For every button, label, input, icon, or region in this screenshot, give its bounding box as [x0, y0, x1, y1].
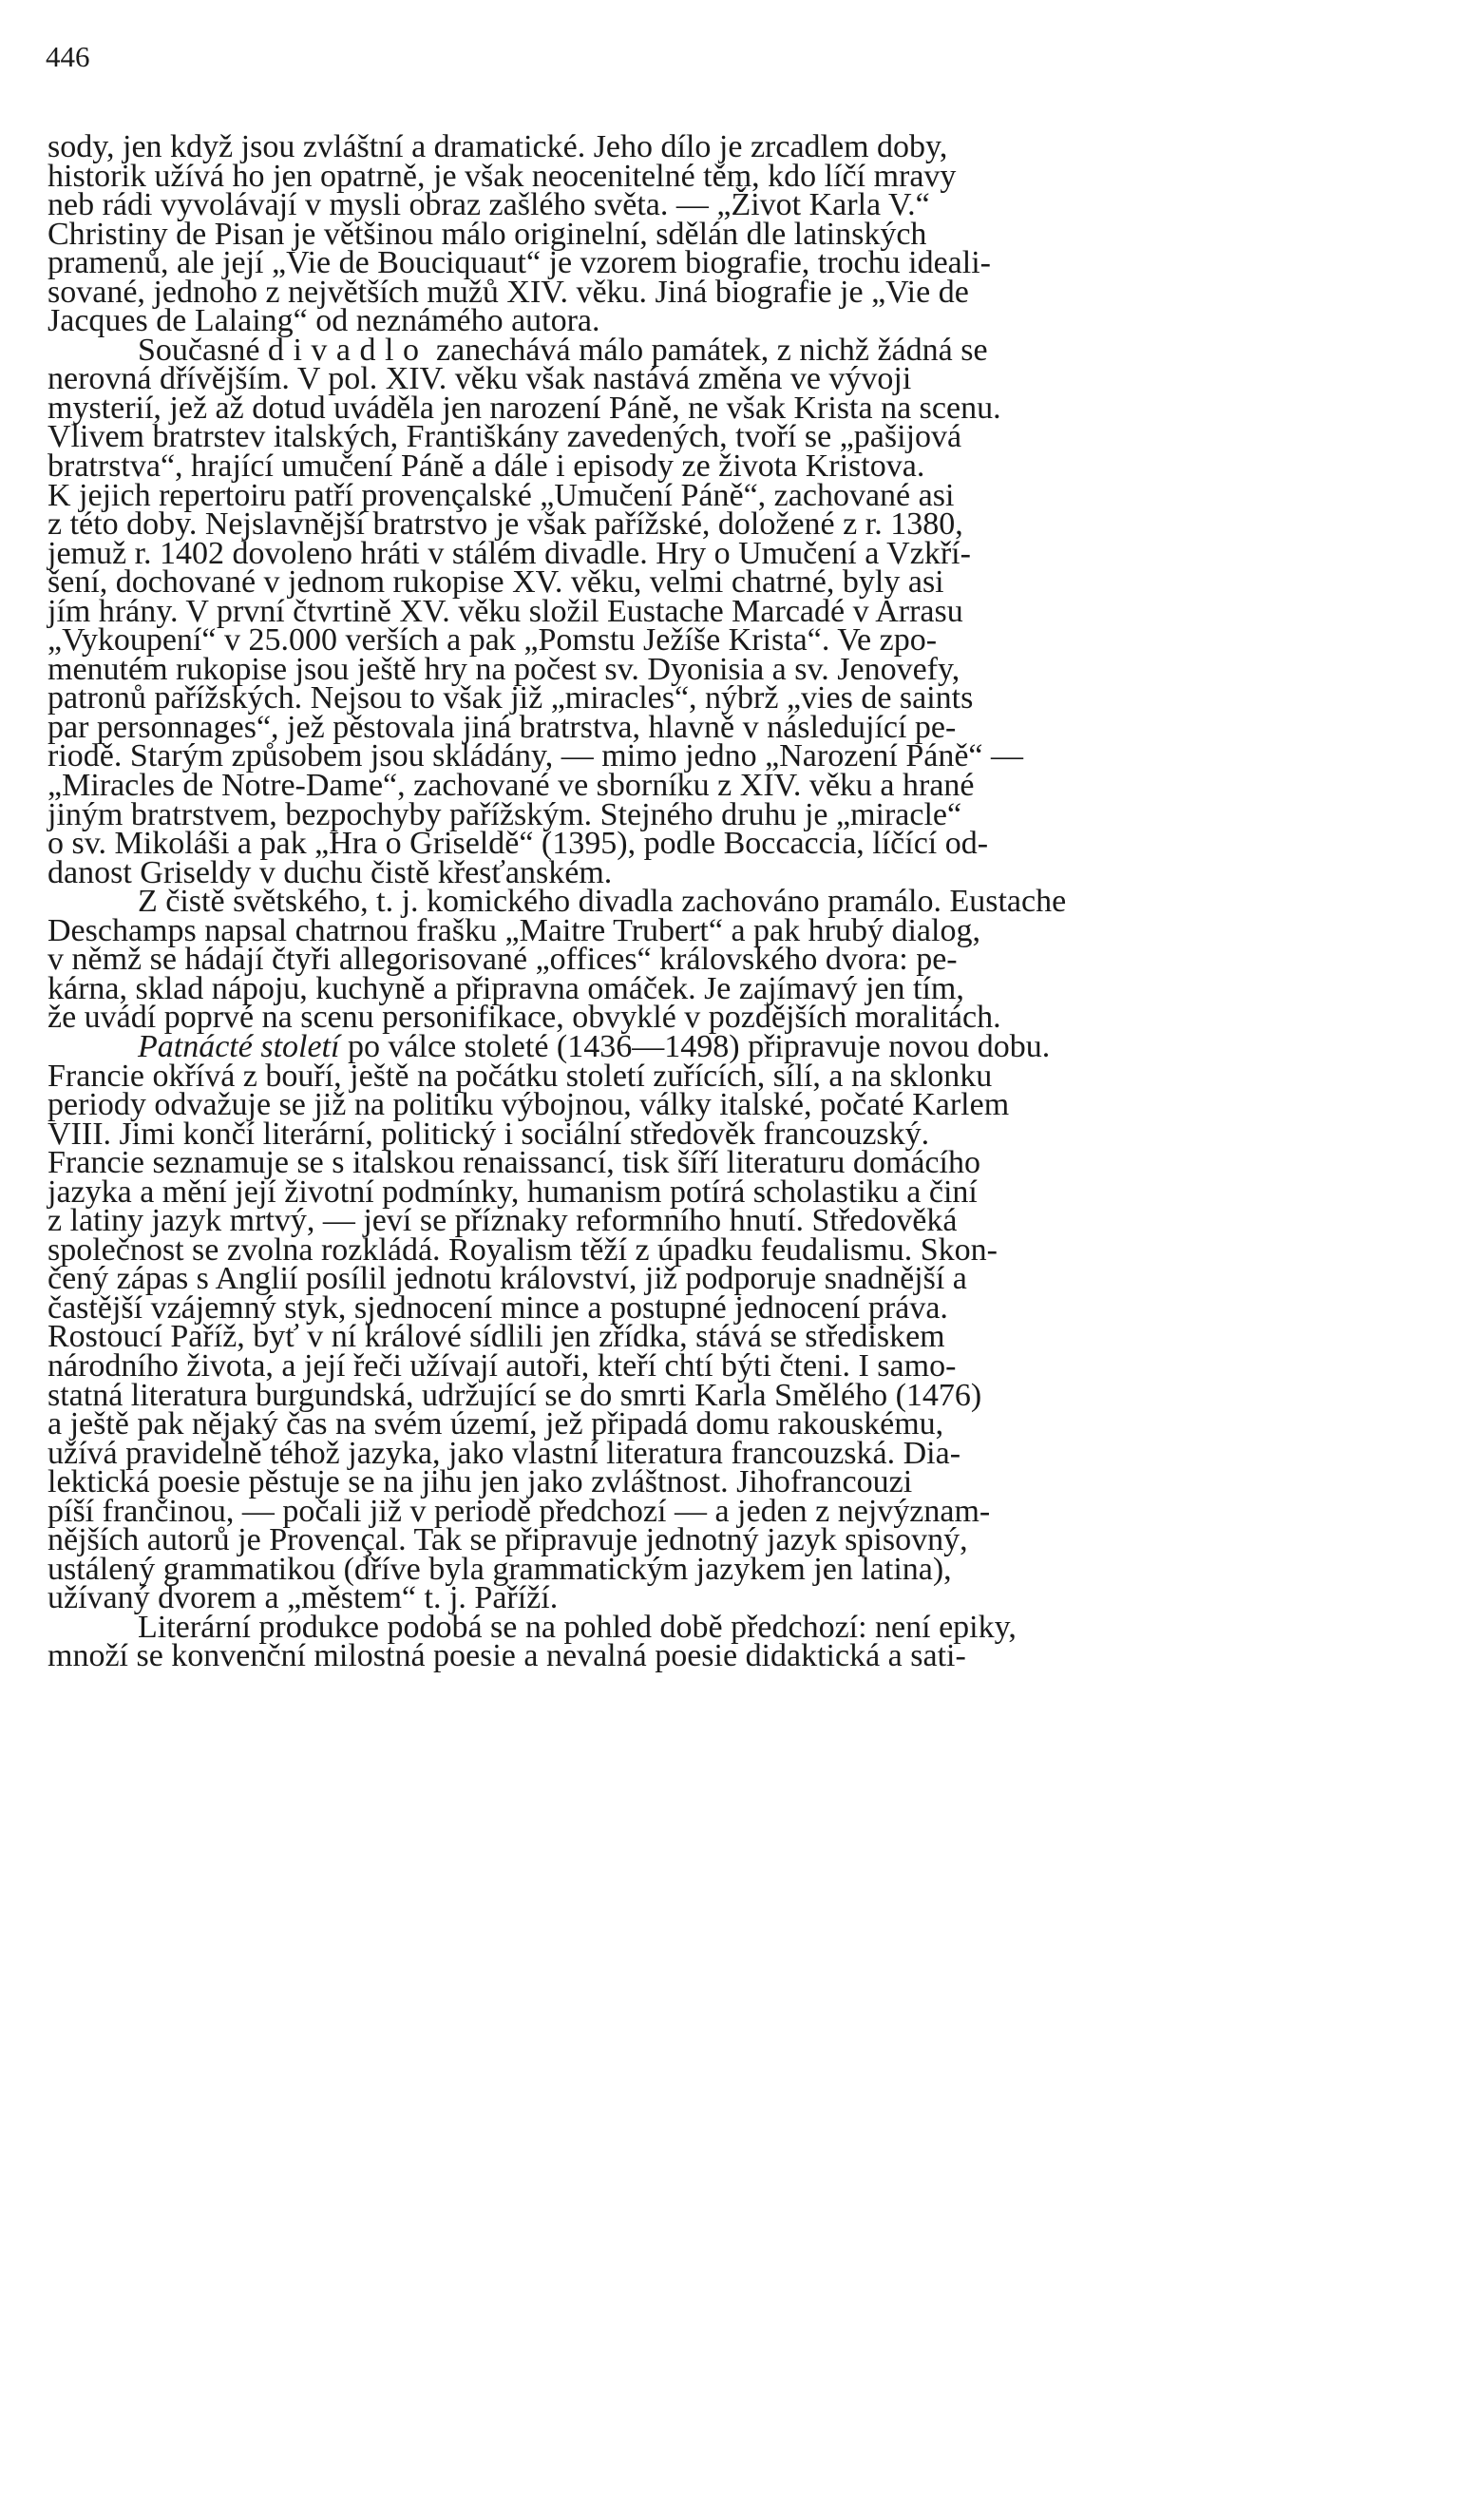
- line-text: statná literatura burgundská, udržující se do smrti Karla Smělého (1476): [48, 1377, 982, 1413]
- line-text: VIII. Jimi končí literární, politický i sociální středověk francouzský.: [48, 1116, 930, 1152]
- line-text: sované, jednoho z největších mužů XIV. věku. Jiná biografie je „Vie de: [48, 274, 969, 310]
- text-line: [48, 1638, 1417, 1674]
- line-text: jemuž r. 1402 dovoleno hráti v stálém divadle. Hry o Umučení a Vzkří-: [48, 535, 971, 571]
- line-text: Vlivem bratrstev italských, Františkány zavedených, tvoří se „pašijová: [48, 419, 962, 455]
- line-text: častější vzájemný styk, sjednocení mince a postupné jednocení práva.: [48, 1289, 948, 1326]
- line-text: periody odvažuje se již na politiku výbojnou, války italské, počaté Karlem: [48, 1087, 1010, 1123]
- line-text: K jejich repertoiru patří provençalské „Umučení Páně“, zachované asi: [48, 477, 955, 513]
- line-text: píší frančinou, — počali již v periodě předchozí — a jeden z nejvýznam-: [48, 1493, 991, 1529]
- line-text: čený zápas s Anglií posílil jednotu království, již podporuje snadnější a: [48, 1261, 967, 1297]
- spaced-term: divadlo: [267, 332, 428, 368]
- line-text: zanechává málo památek, z nichž žádná se: [428, 332, 988, 368]
- line-text: historik užívá ho jen opatrně, je však neocenitelné těm, kdo líčí mravy: [48, 158, 957, 194]
- line-text: užívá pravidelně téhož jazyka, jako vlastní literatura francouzská. Dia-: [48, 1435, 961, 1471]
- line-text: Jacques de Lalaing“ od neznámého autora.: [48, 303, 600, 339]
- line-text: národního života, a její řeči užívají autoři, kteří chtí býti čteni. I samo-: [48, 1347, 957, 1384]
- line-text: Současné: [138, 332, 268, 368]
- line-text: patronů pařížských. Nejsou to však již „miracles“, nýbrž „vies de saints: [48, 680, 974, 716]
- line-text: množí se konvenční milostná poesie a nevalná poesie didaktická a sati-: [48, 1638, 966, 1674]
- line-text: z této doby. Nejslavnější bratrstvo je však pařížské, doložené z r. 1380,: [48, 506, 963, 543]
- line-text: z latiny jazyk mrtvý, — jeví se příznaky reformního hnutí. Středověká: [48, 1203, 958, 1239]
- italic-term: Patnácté století: [138, 1028, 340, 1064]
- line-text: Christiny de Pisan je většinou málo originelní, sdělán dle latinských: [48, 216, 927, 252]
- line-text: sody, jen když jsou zvláštní a dramatické. Jeho dílo je zrcadlem doby,: [48, 129, 948, 164]
- line-text: „Vykoupení“ v 25.000 verších a pak „Pomstu Ježíše Krista“. Ve zpo-: [48, 622, 938, 659]
- line-text: v němž se hádají čtyři allegorisované „offices“ královského dvora: pe-: [48, 942, 958, 978]
- line-text: Rostoucí Paříž, byť v ní králové sídlili jen zřídka, stává se střediskem: [48, 1319, 945, 1355]
- line-text: kárna, sklad nápoju, kuchyně a připravna omáček. Je zajímavý jen tím,: [48, 970, 964, 1006]
- line-text: jiným bratrstvem, bezpochyby pařížským. Stejného druhu je „miracle“: [48, 796, 962, 832]
- line-text: lektická poesie pěstuje se na jihu jen jako zvláštnost. Jihofrancouzi: [48, 1464, 913, 1500]
- line-text: Literární produkce podobá se na pohled době předchozí: není epiky,: [138, 1609, 1017, 1645]
- line-text: nějších autorů je Provençal. Tak se připravuje jednotný jazyk spisovný,: [48, 1522, 968, 1558]
- line-text: mysterií, jež až dotud uváděla jen narození Páně, ne však Krista na scenu.: [48, 390, 1001, 426]
- line-text: „Miracles de Notre-Dame“, zachované ve sborníku z XIV. věku a hrané: [48, 768, 975, 804]
- line-text: jím hrány. V první čtvrtině XV. věku složil Eustache Marcadé v Arrasu: [48, 593, 963, 629]
- line-text: jazyka a mění její životní podmínky, humanism potírá scholastiku a činí: [48, 1174, 978, 1210]
- line-text: Deschamps napsal chatrnou frašku „Maitre Trubert“ a pak hrubý dialog,: [48, 912, 980, 948]
- line-text: a ještě pak nějaký čas na svém území, jež připadá domu rakouskému,: [48, 1406, 944, 1442]
- line-text: společnost se zvolna rozkládá. Royalism těží z úpadku feudalismu. Skon-: [48, 1231, 998, 1268]
- line-text: riodě. Starým způsobem jsou skládány, — mimo jedno „Narození Páně“ —: [48, 738, 1024, 774]
- line-text: Francie seznamuje se s italskou renaissancí, tisk šíří literaturu domácího: [48, 1145, 980, 1181]
- line-text: užívaný dvorem a „městem“ t. j. Paříží.: [48, 1580, 559, 1616]
- line-text: že uvádí poprvé na scenu personifikace, obvyklé v pozdějších moralitách.: [48, 1000, 1001, 1036]
- line-text: neb rádi vyvolávají v mysli obraz zašlého světa. — „Život Karla V.“: [48, 187, 930, 223]
- line-text: menutém rukopise jsou ještě hry na počest sv. Dyonisia a sv. Jenovefy,: [48, 651, 960, 687]
- line-text: nerovná dřívějším. V pol. XIV. věku však nastává změna ve vývoji: [48, 361, 912, 397]
- line-text: Francie okřívá z bouří, ještě na počátku století zuřících, sílí, a na sklonku: [48, 1058, 993, 1094]
- page-number: 446: [46, 40, 90, 73]
- line-text: danost Griseldy v duchu čistě křesťanském.: [48, 854, 613, 890]
- line-text: ustálený grammatikou (dříve byla grammatickým jazykem jen latina),: [48, 1551, 952, 1587]
- line-text: par personnages“, jež pěstovala jiná bratrstva, hlavně v následující pe-: [48, 709, 957, 745]
- line-text: pramenů, ale její „Vie de Bouciquaut“ je vzorem biografie, trochu ideali-: [48, 245, 991, 281]
- line-text: šení, dochované v jednom rukopise XV. věku, velmi chatrné, byly asi: [48, 564, 944, 601]
- line-text: po válce stoleté (1436—1498) připravuje novou dobu.: [339, 1028, 1051, 1064]
- line-text: o sv. Mikoláši a pak „Hra o Griseldě“ (1395), podle Boccaccia, líčící od-: [48, 826, 989, 862]
- body-text: [48, 129, 1417, 1674]
- line-text: Z čistě světského, t. j. komického divadla zachováno pramálo. Eustache: [138, 884, 1067, 920]
- line-text: bratrstva“, hrající umučení Páně a dále i episody ze života Kristova.: [48, 449, 925, 485]
